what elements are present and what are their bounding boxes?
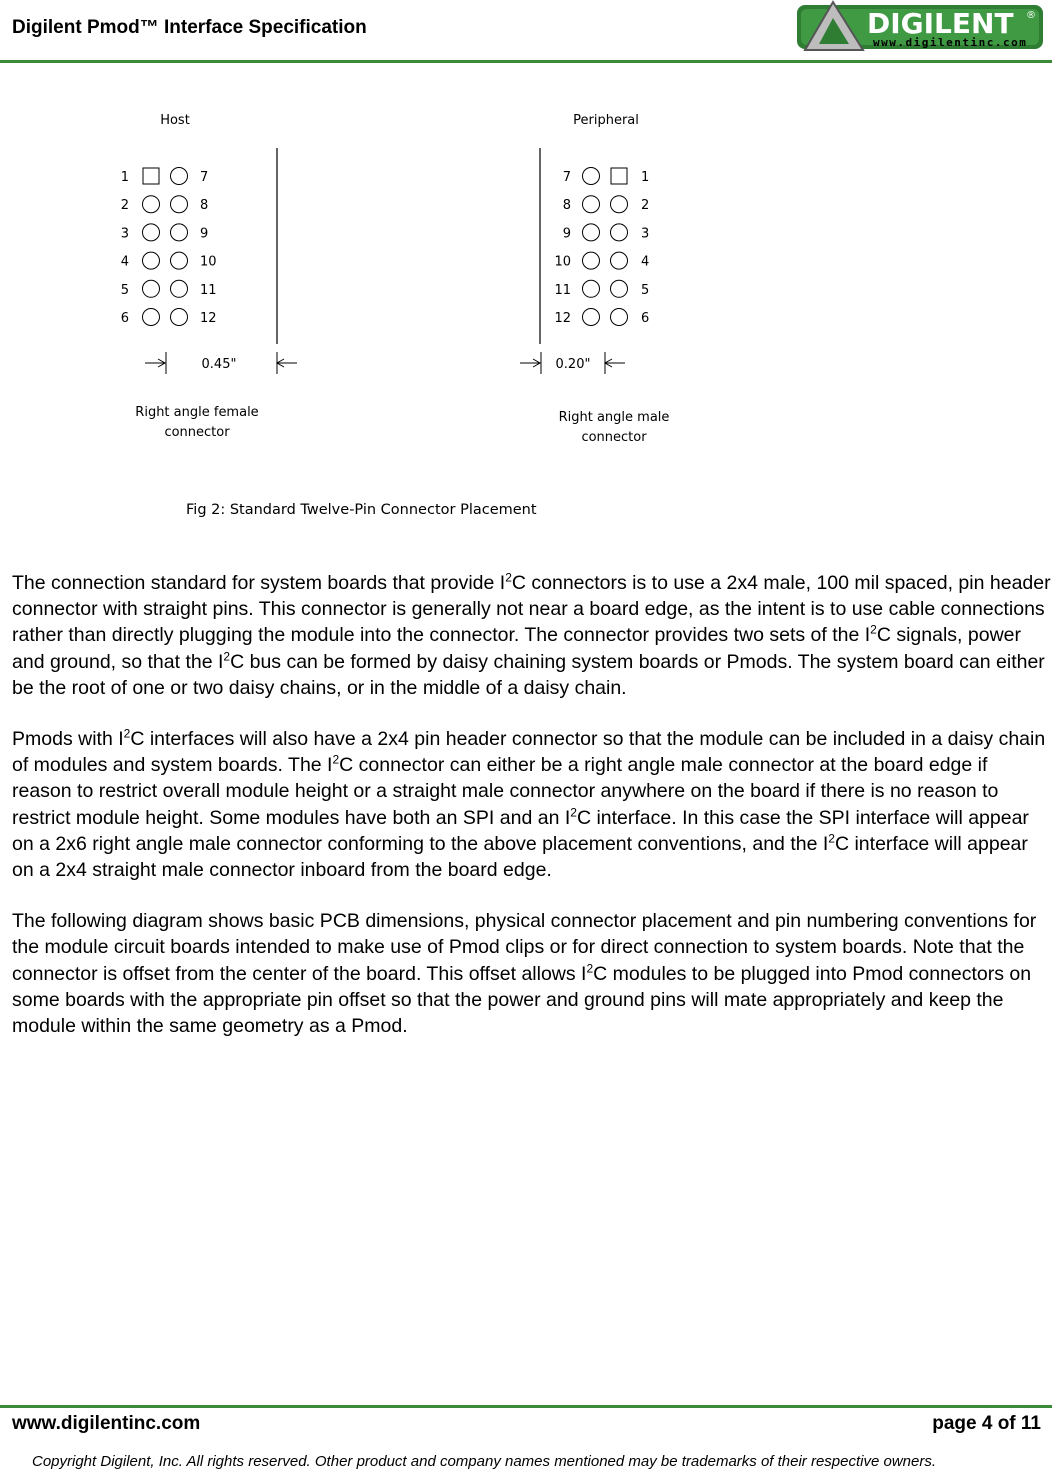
copyright-notice: Copyright Digilent, Inc. All rights reserved. Other product and company names mentioned may be trademarks of their respective owners.	[32, 1453, 937, 1470]
host-connector-type-line2: connector	[164, 425, 230, 440]
host-pin-pad	[171, 168, 188, 185]
host-pin-label: 4	[120, 254, 129, 270]
host-pin-pad	[171, 309, 188, 326]
peripheral-pin-label: 4	[641, 254, 650, 270]
host-pin-label: 11	[200, 282, 217, 298]
host-pin-label: 1	[120, 170, 129, 185]
peripheral-pin-pad	[583, 168, 600, 185]
peripheral-connector-pins	[554, 168, 649, 327]
host-pin1-square-pad	[143, 168, 159, 184]
host-pin-pad	[143, 309, 160, 326]
peripheral-pin-pad	[611, 252, 628, 269]
host-pin-pad	[143, 224, 160, 241]
host-pin-label: 5	[120, 282, 129, 298]
host-label: Host	[160, 113, 190, 128]
host-pin-label: 6	[120, 311, 129, 326]
peripheral-pin-pad	[611, 280, 628, 297]
peripheral-pin-pad	[583, 224, 600, 241]
header-rule	[0, 60, 1052, 63]
peripheral-dimension-text: 0.20"	[555, 357, 591, 372]
peripheral-pin-pad	[583, 309, 600, 326]
host-pin-label: 7	[200, 170, 209, 185]
host-pin-pad	[171, 224, 188, 241]
peripheral-pin-label: 12	[554, 311, 571, 326]
peripheral-pin-label: 5	[641, 282, 650, 298]
peripheral-connector-type-line1: Right angle male	[558, 410, 670, 425]
paragraph-1: The connection standard for system boards that provide $I^2C$ connectors is to use a 2x4 male, 100 mil spaced, pin header connector with straight pins. This connector is generally not near a board edge, as the intent is to use cable connections rather than directly plugging the module into the connector. The connector provides two sets of the $I^2C$ signals, power and ground, so that the $I^2C$ bus can be formed by daisy chaining system boards or Pmods. The system board can either be the root of one or two daisy chains, or in the middle of a daisy chain.	[12, 570, 1051, 699]
host-pin-pad	[143, 280, 160, 297]
body-text	[12, 570, 1052, 1064]
host-pin-label: 12	[200, 311, 217, 326]
host-pin-pad	[143, 196, 160, 213]
connector-placement-figure	[0, 80, 1059, 550]
footer-url: www.digilentinc.com	[12, 1413, 201, 1434]
peripheral-pin-label: 8	[562, 198, 571, 214]
host-pin-label: 8	[200, 198, 209, 214]
host-pin-label: 10	[200, 254, 217, 270]
logo-url: www.digilentinc.com	[873, 36, 1028, 49]
peripheral-pin-label: 11	[554, 282, 571, 298]
peripheral-pin-pad	[611, 309, 628, 326]
figure-caption: Fig 2: Standard Twelve-Pin Connector Placement	[186, 502, 537, 518]
host-pin-pad	[143, 252, 160, 269]
peripheral-connector-type-line2: connector	[581, 430, 647, 445]
svg-text:®: ®	[1026, 10, 1036, 21]
peripheral-pin-label: 2	[641, 198, 650, 214]
peripheral-pin-pad	[583, 196, 600, 213]
peripheral-pin-label: 3	[641, 226, 650, 242]
peripheral-pin-label: 6	[641, 311, 650, 326]
host-pin-label: 2	[120, 198, 129, 214]
page-header-title: Digilent Pmod™ Interface Specification	[12, 17, 367, 38]
peripheral-pin-pad	[611, 196, 628, 213]
peripheral-pin-pad	[611, 224, 628, 241]
host-connector-type-line1: Right angle female	[135, 405, 259, 420]
host-pin-pad	[171, 252, 188, 269]
peripheral-pin-label: 10	[554, 254, 571, 270]
host-pin-label: 9	[200, 226, 209, 242]
host-pin-pad	[171, 280, 188, 297]
peripheral-pin-label: 7	[562, 170, 571, 185]
paragraph-3: The following diagram shows basic PCB dimensions, physical connector placement and pin numbering conventions for the module circuit boards intended to make use of Pmod clips or for direct connection to system boards. Note that the connector is offset from the center of the board. This offset allows $I^2C$ modules to be plugged into Pmod connectors on some boards with the appropriate pin offset so that the power and ground pins will mate appropriately and keep the module within the same geometry as a Pmod.	[12, 910, 1037, 1038]
peripheral-pin-label: 9	[562, 226, 571, 242]
peripheral-pin-label: 1	[641, 170, 650, 185]
page-number: page 4 of 11	[932, 1413, 1041, 1434]
footer-rule	[0, 1405, 1052, 1408]
peripheral-pin-pad	[583, 252, 600, 269]
peripheral-label: Peripheral	[573, 113, 639, 128]
host-pin-label: 3	[120, 226, 129, 242]
logo-wordmark: DIGILENT	[867, 7, 1014, 40]
host-dimension-text: 0.45"	[201, 357, 237, 372]
paragraph-2: Pmods with $I^2C$ interfaces will also have a 2x4 pin header connector so that the module can be included in a daisy chain of modules and system boards. The $I^2C$ connector can either be a right angle male connector at the board edge if reason to restrict overall module height or a straight male connector anywhere on the board if there is no reason to restrict module height. Some modules have both an SPI and an $I^2C$ interface. In this case the SPI interface will appear on a 2x6 right angle male connector conforming to the above placement conventions, and the $I^2C$ interface will appear on a 2x4 straight male connector inboard from the board edge.	[12, 726, 1046, 882]
host-connector-pins	[121, 168, 217, 327]
peripheral-pin1-square-pad	[611, 168, 627, 184]
digilent-logo	[795, 0, 1045, 60]
peripheral-pin-pad	[583, 280, 600, 297]
host-pin-pad	[171, 196, 188, 213]
